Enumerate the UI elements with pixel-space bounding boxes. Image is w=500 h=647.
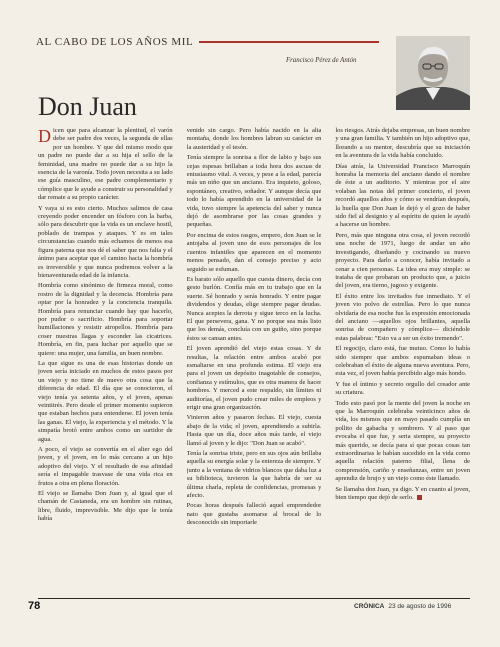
paragraph: Pero, más que ninguna otra cosa, el joven recordó una noche de 1971, luego de andar un año investigando, diseñando y cocinando su nuevo proyecto. Para darlo a conocer, había invitado a cenar a cien personas. La idea era muy simple: se trataba de que probaran un producto que, a juicio del joven, era tierno, jugoso y exigente. (335, 231, 471, 290)
paragraph: Días atrás, la Universidad Francisco Marroquín honraba la memoria del anciano dando el nombre de éste a un auditorio. Y mientras por el aire volaban las notas del primer concierto, el joven recordó aquellos años y cómo se vendrían después, la huella que Don Juan le dejó y el gozo de haber sido fiel al designio y al espíritu de quien le ayudó a hacerse un hombre. (335, 162, 471, 229)
title-rule (199, 41, 379, 43)
paragraph: Y vaya si es esto cierto. Muchos salimos de casa creyendo poder encender un fósforo con la barba, sólo para descubrir que la vida es un enclave hostil, poblado de trampas y ataques. Y es en tales circunstancias cuando más echamos de menos esa figura paterna que nos dé el saber que nos falta y el ánimo para aceptar que el camino hacia la hombría es irreversible y que nunca podremos volver a la bienaventurada edad de la infancia. (38, 204, 173, 279)
body-column-2 (187, 127, 322, 587)
article-body (38, 127, 470, 587)
paragraph: El viejo se llamaba Don Juan y, al igual que el chamán de Castaneda, era un hombre sin rutinas, libre, fluido, imprevisible. Me dijo que le tenía había (38, 490, 173, 523)
paragraph: Vinieron años y pasaron fechas. El viejo, cuesta abajo de la vida; el joven, aprendiendo a subirla. Hasta que un día, doce años más tarde, el viejo llamó al joven y le dijo: "Don Juan se acabó". (186, 414, 322, 447)
paragraph-rest: icen que para alcanzar la plenitud, el varón debe ser padre dos veces, la segunda de ellas por un hombre. Y que del mismo modo que un padre no puede dar a su hija el sello de la feminidad, una madre no puede dar a su hijo la esencia de la varonía. Todo joven necesita a su lado ese guía masculino, ese padre complementario y cómplice que le ayude a construir su personalidad y dar remate a su propio carácter. (38, 127, 173, 202)
publication-name: CRÓNICA (354, 603, 385, 610)
footer-credit (354, 603, 451, 610)
paragraph: Y fue el íntimo y secreto orgullo del creador ante su criatura. (335, 380, 471, 397)
article-headline: Don Juan (38, 92, 137, 121)
paragraph: Pocas horas después falleció aquel emprendedor nato que gustaba asomarse al brocal de lo desconocido sin importarle (186, 502, 322, 527)
author-photo (396, 36, 470, 110)
footer-rule (38, 598, 470, 599)
paragraph: El regocijo, claro está, fue mutuo. Como lo había sido siempre que ambos espumaban ideas o celebraban el éxito de alguna nueva aventura. Pero, esta vez, el joven había percibido algo más hondo. (335, 345, 471, 378)
paragraph: Hombría como sinónimo de firmeza moral, como rostro de la dignidad y la decencia. Hombría para optar por la honradez y la conciencia tranquila. Hombría para renunciar cuando hay que hacerlo, por pudor o sacrificio. Hombría para soportar humillaciones y resistir atropellos. Hombría para coser nuestras llagas y esconder las cicatrices. Hombría, en fin, para luchar por aquello que se quiere: una mujer, una familia, un buen nombre. (38, 282, 173, 357)
drop-cap: D (38, 127, 51, 146)
paragraph: Tenía siempre la sonrisa a flor de labio y bajo sus cejas espesas brillaban a toda hora dos ascuas de entusiasmo vital. A veces, y pese a la edad, parecía más un niño que un anciano. Era inquieto, goloso, espontáneo, creativo, soñador. Y aunque decía que todo lo había aprendido en la universidad de la vida, tuvo siempre la apetencia del saber y nunca dejó de asombrarse por las cosas grandes y pequeñas. (186, 154, 322, 229)
paragraph: venido sin cargo. Pero había nacido en la alta montaña, donde los hombres labran su carácter en la austeridad y el tesón. (186, 127, 322, 151)
column-title (36, 36, 379, 48)
paragraph: Tenía la sonrisa triste, pero en sus ojos aún brillaba aquella su energía solar y la entereza de siempre. Y junto a la ventana de vidrios blancos que daba luz a su biblioteca, tuvieron la que habría de ser su última charla, repleta de confidencias, promesas y afecto. (186, 450, 322, 500)
paragraph: Todo esto pasó por la mente del joven la noche en que la Marroquín celebraba veinticinco años de vida, los mismos que en mayo pasado cumplía un pollito de gabacha y sombrero. Y al paso que evocaba el que fue, y seria siempre, su proyecto más querido, se decía para sí que pocas cosas tan extraordinarias le habían sucedido en la vida como aquella relación paterno filial, llena de comprensión, cariño y enseñanzas, entre un joven aprendiz de brujo y un viejo como éste llamado. (335, 399, 471, 483)
paragraph: El joven aprendió del viejo estas cosas. Y de resultas, la relación entre ambos acabó por esmaltarse en una profunda estima. El viejo era para el joven un depósito inagotable de consejos, confianza y estímulos, que es otra manera de hacer hombres. Y merced a este respaldo, sin límites ni auditorías, el joven pudo crear miles de empleos y erigir una gran organización. (186, 345, 322, 411)
column-title-text: AL CABO DE LOS AÑOS MIL (36, 36, 194, 48)
body-column-1 (38, 127, 173, 587)
author-name: Francisco Pérez de Antón (286, 57, 357, 64)
closing-paragraph-text: Se llamaba don Juan, ya digo. Y en cuanto al joven, bien tiempo que dejó de serlo. (335, 485, 471, 502)
paragraph: Por encima de estos rasgos, empero, don Juan se le antojaba al joven uno de esos personajes de los cuentos infantiles que aparecen en el momento menos pensado, dan el consejo preciso y acto seguido se esfuman. (186, 231, 322, 273)
paragraph: A poco, el viejo se convertía en el alter ego del joven, y el joven, en lo más cercano a un hijo adoptivo del viejo. Y el resultado de esa afinidad sería el impagable trasvase de una vida rica en frutos a otra en plena floración. (38, 446, 173, 487)
paragraph (335, 486, 470, 503)
issue-date: 23 de agosto de 1996 (388, 603, 452, 610)
paragraph: los riesgos. Atrás dejaba empresas, un buen nombre y una gran familia. Y también un hijo adoptivo que, llorando a su mentor, descubría que su iniciación en la aventura de la vida había concluido. (335, 127, 471, 160)
paragraph: Es barato sólo aquello que cuesta dinero, decía con gesto burlón. Confía más en tu trabajo que en la suerte. Sé honrado y serás honrado. Y entre pagar dividendos y deudas, elige siempre pagar deudas. Nunca aceptes la derrota y sigue terco en la lucha. El que persevera, gana. Y no porque sea más listo que los demás, concluía con un guiño, sino porque éstos se cansan antes. (186, 275, 322, 342)
page-number: 78 (28, 600, 41, 612)
end-mark-icon (417, 495, 422, 500)
body-column-3 (335, 127, 470, 587)
author-portrait-image (396, 36, 470, 110)
paragraph: El éxito entre los invitados fue inmediato. Y el joven vio polvo de estrellas. Pero lo que nunca olvidaría de esa noche fue la expresión emocionada del anciano —aquellos ojos brillantes, aquella sonrisa de compañero y cómplice— diciéndole estas palabras: "Esto va a ser un éxito tremendo". (335, 292, 471, 342)
paragraph: La que sigue es una de esas historias donde un joven sería iniciado en muchos de estos pasos por un viejo y no tiene de nuevo otra cosa que la diferencia de edad. El día que se conocieron, el viejo tenía ya setenta años, y el joven, apenas veintitrés. Pero desde el primer momento supieron que estaban hechos para entenderse. El joven tenía las ganas. El viejo, la experiencia y el método. Y la simpatía brotó entre ambos como un surtidor de agua. (38, 359, 173, 443)
paragraph (38, 127, 173, 203)
